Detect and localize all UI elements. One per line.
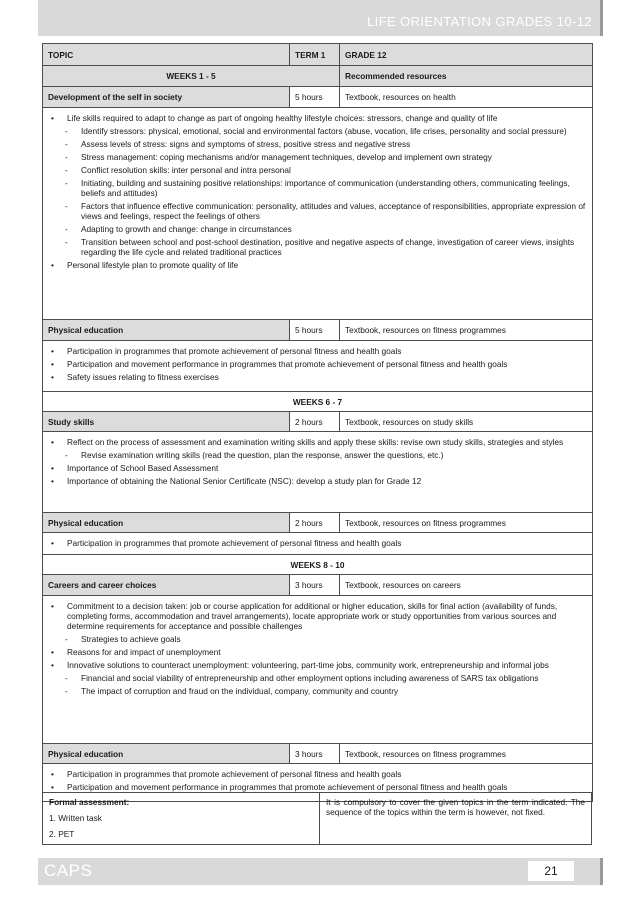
- list-subitem: - Factors that influence effective communication: personality, attitudes and values, acceptance of responsibilities, appropriate expression of views and feelings, respect the feelings of others: [65, 201, 586, 221]
- bullet-marker: •: [51, 113, 54, 123]
- list-item: • Participation and movement performance in programmes that promote achievement of personal fitness and health goals: [51, 359, 508, 369]
- topic-row-physical-education-1: [43, 320, 593, 341]
- list-item: • Commitment to a decision taken: job or course application for additional or higher education, skills for final action (availability of funds, completing forms, accommodation and travel arrangements), locate appropriate work or study opportunities from various sources and determine requirements for acceptance and possible challenges: [51, 601, 558, 631]
- bullet-marker: •: [51, 660, 54, 670]
- grade-header: GRADE 12: [340, 44, 593, 66]
- topic-row-study-skills: [43, 412, 593, 432]
- topic-hours: 3 hours: [290, 575, 340, 596]
- topic-title: Physical education: [43, 744, 290, 764]
- list-subitem: - Stress management: coping mechanisms and/or management techniques, develop and implement own strategy: [65, 152, 492, 162]
- topic-hours: 5 hours: [290, 87, 340, 108]
- list-item: • Safety issues relating to fitness exercises: [51, 372, 219, 382]
- topic-resources: Textbook, resources on fitness programmes: [340, 744, 593, 764]
- content-row-physical-education-2: [43, 533, 593, 555]
- list-subitem: - Financial and social viability of entrepreneurship and other employment options including awareness of SARS tax obligations: [65, 673, 539, 683]
- formal-assessment-list: [43, 793, 320, 844]
- topic-resources: Textbook, resources on fitness programmes: [340, 320, 593, 341]
- weeks-1-5-label: WEEKS 1 - 5: [43, 66, 340, 87]
- formal-assessment-note: It is compulsory to cover the given topics in the term indicated. The sequence of the topics within the term is however, not fixed.: [326, 797, 585, 817]
- dash-marker: -: [65, 450, 68, 460]
- topic-row-careers: [43, 575, 593, 596]
- footer-band: [38, 858, 600, 885]
- weeks-8-10-label: WEEKS 8 - 10: [43, 555, 593, 575]
- formal-assessment-box: [42, 792, 592, 845]
- topic-resources: Textbook, resources on health: [340, 87, 593, 108]
- dash-marker: -: [65, 139, 68, 149]
- topic-hours: 2 hours: [290, 412, 340, 432]
- topic-content: [43, 108, 593, 320]
- table-header-row: [43, 44, 593, 66]
- dash-marker: -: [65, 165, 68, 175]
- weeks-6-7-row: [43, 392, 593, 412]
- bullet-marker: •: [51, 372, 54, 382]
- list-subitem: - Assess levels of stress: signs and symptoms of stress, positive stress and negative stress: [65, 139, 411, 149]
- content-row-study-skills: [43, 432, 593, 513]
- footer-corner-strip: [600, 858, 603, 885]
- list-subitem: - Revise examination writing skills (read the question, plan the response, answer the questions, etc.): [65, 450, 444, 460]
- content-row-physical-education-1: [43, 341, 593, 392]
- list-subitem: - Strategies to achieve goals: [65, 634, 181, 644]
- formal-assessment-item: 2. PET: [49, 829, 75, 839]
- weeks-6-7-label: WEEKS 6 - 7: [43, 392, 593, 412]
- content-row-careers: [43, 596, 593, 744]
- list-subitem: - Adapting to growth and change: change in circumstances: [65, 224, 292, 234]
- list-item: • Reasons for and impact of unemployment: [51, 647, 221, 657]
- bullet-marker: •: [51, 782, 54, 792]
- recommended-resources-header: Recommended resources: [340, 66, 593, 87]
- topic-title: Development of the self in society: [43, 87, 290, 108]
- list-subitem: - Initiating, building and sustaining positive relationships: importance of communication (understanding others, communicating feelings, beliefs and attitudes): [65, 178, 570, 198]
- bullet-marker: •: [51, 437, 54, 447]
- dash-marker: -: [65, 673, 68, 683]
- topic-content: [43, 596, 593, 744]
- bullet-marker: •: [51, 463, 54, 473]
- list-subitem: - The impact of corruption and fraud on the individual, company, community and country: [65, 686, 399, 696]
- topic-title: Study skills: [43, 412, 290, 432]
- topic-content: [43, 432, 593, 513]
- list-subitem: - Identify stressors: physical, emotional, social and environmental factors (abuse, vocation, life crises, personality and social pressure): [65, 126, 567, 136]
- bullet-marker: •: [51, 476, 54, 486]
- list-subitem: - Conflict resolution skills: inter personal and intra personal: [65, 165, 291, 175]
- topic-content: [43, 341, 593, 392]
- content-row-development: [43, 108, 593, 320]
- topic-title: Careers and career choices: [43, 575, 290, 596]
- dash-marker: -: [65, 686, 68, 696]
- dash-marker: -: [65, 237, 68, 247]
- topic-title: Physical education: [43, 320, 290, 341]
- list-item: • Innovative solutions to counteract unemployment: volunteering, part-time jobs, community work, entrepreneurship and informal jobs: [51, 660, 549, 670]
- dash-marker: -: [65, 152, 68, 162]
- dash-marker: -: [65, 126, 68, 136]
- topic-content: [43, 533, 593, 555]
- list-item: • Participation and movement performance in programmes that promote achievement of personal fitness and health goals: [51, 782, 508, 792]
- list-item: • Participation in programmes that promote achievement of personal fitness and health goals: [51, 538, 402, 548]
- list-item: • Participation in programmes that promote achievement of personal fitness and health goals: [51, 769, 402, 779]
- list-item: • Personal lifestyle plan to promote quality of life: [51, 260, 239, 270]
- bullet-marker: •: [51, 769, 54, 779]
- topic-row-physical-education-3: [43, 744, 593, 764]
- topic-resources: Textbook, resources on study skills: [340, 412, 593, 432]
- dash-marker: -: [65, 634, 68, 644]
- list-item: • Participation in programmes that promote achievement of personal fitness and health goals: [51, 346, 402, 356]
- topic-hours: 3 hours: [290, 744, 340, 764]
- formal-assessment-item: 1. Written task: [49, 813, 102, 823]
- weeks-1-5-row: [43, 66, 593, 87]
- topic-hours: 5 hours: [290, 320, 340, 341]
- dash-marker: -: [65, 178, 68, 188]
- bullet-marker: •: [51, 346, 54, 356]
- topic-row-development: [43, 87, 593, 108]
- bullet-marker: •: [51, 647, 54, 657]
- bullet-marker: •: [51, 538, 54, 548]
- page-header-title: LIFE ORIENTATION GRADES 10-12: [367, 14, 592, 29]
- list-item: • Reflect on the process of assessment and examination writing skills and apply these skills: revise own study skills, strategies and styles: [51, 437, 564, 447]
- dash-marker: -: [65, 201, 68, 211]
- footer-caps-label: CAPS: [44, 861, 93, 880]
- bullet-marker: •: [51, 601, 54, 611]
- term-header: TERM 1: [290, 44, 340, 66]
- bullet-marker: •: [51, 260, 54, 270]
- list-subitem: - Transition between school and post-school destination, positive and negative aspects of change, investigation of career views, insights regarding the life cycle and related traditional practices: [65, 237, 575, 257]
- topic-resources: Textbook, resources on fitness programmes: [340, 513, 593, 533]
- list-item: • Life skills required to adapt to change as part of ongoing healthy lifestyle choices: stressors, change and quality of life: [51, 113, 498, 123]
- list-item: • Importance of School Based Assessment: [51, 463, 219, 473]
- formal-assessment-title: Formal assessment:: [49, 797, 130, 807]
- topic-resources: Textbook, resources on careers: [340, 575, 593, 596]
- term-plan-table: [42, 43, 593, 802]
- weeks-8-10-row: [43, 555, 593, 575]
- topic-title: Physical education: [43, 513, 290, 533]
- topic-hours: 2 hours: [290, 513, 340, 533]
- topic-header: TOPIC: [43, 44, 290, 66]
- topic-row-physical-education-2: [43, 513, 593, 533]
- list-item: • Importance of obtaining the National Senior Certificate (NSC): develop a study plan for Grade 12: [51, 476, 422, 486]
- dash-marker: -: [65, 224, 68, 234]
- bullet-marker: •: [51, 359, 54, 369]
- header-corner-strip: [600, 0, 603, 36]
- page-number: 21: [528, 861, 574, 881]
